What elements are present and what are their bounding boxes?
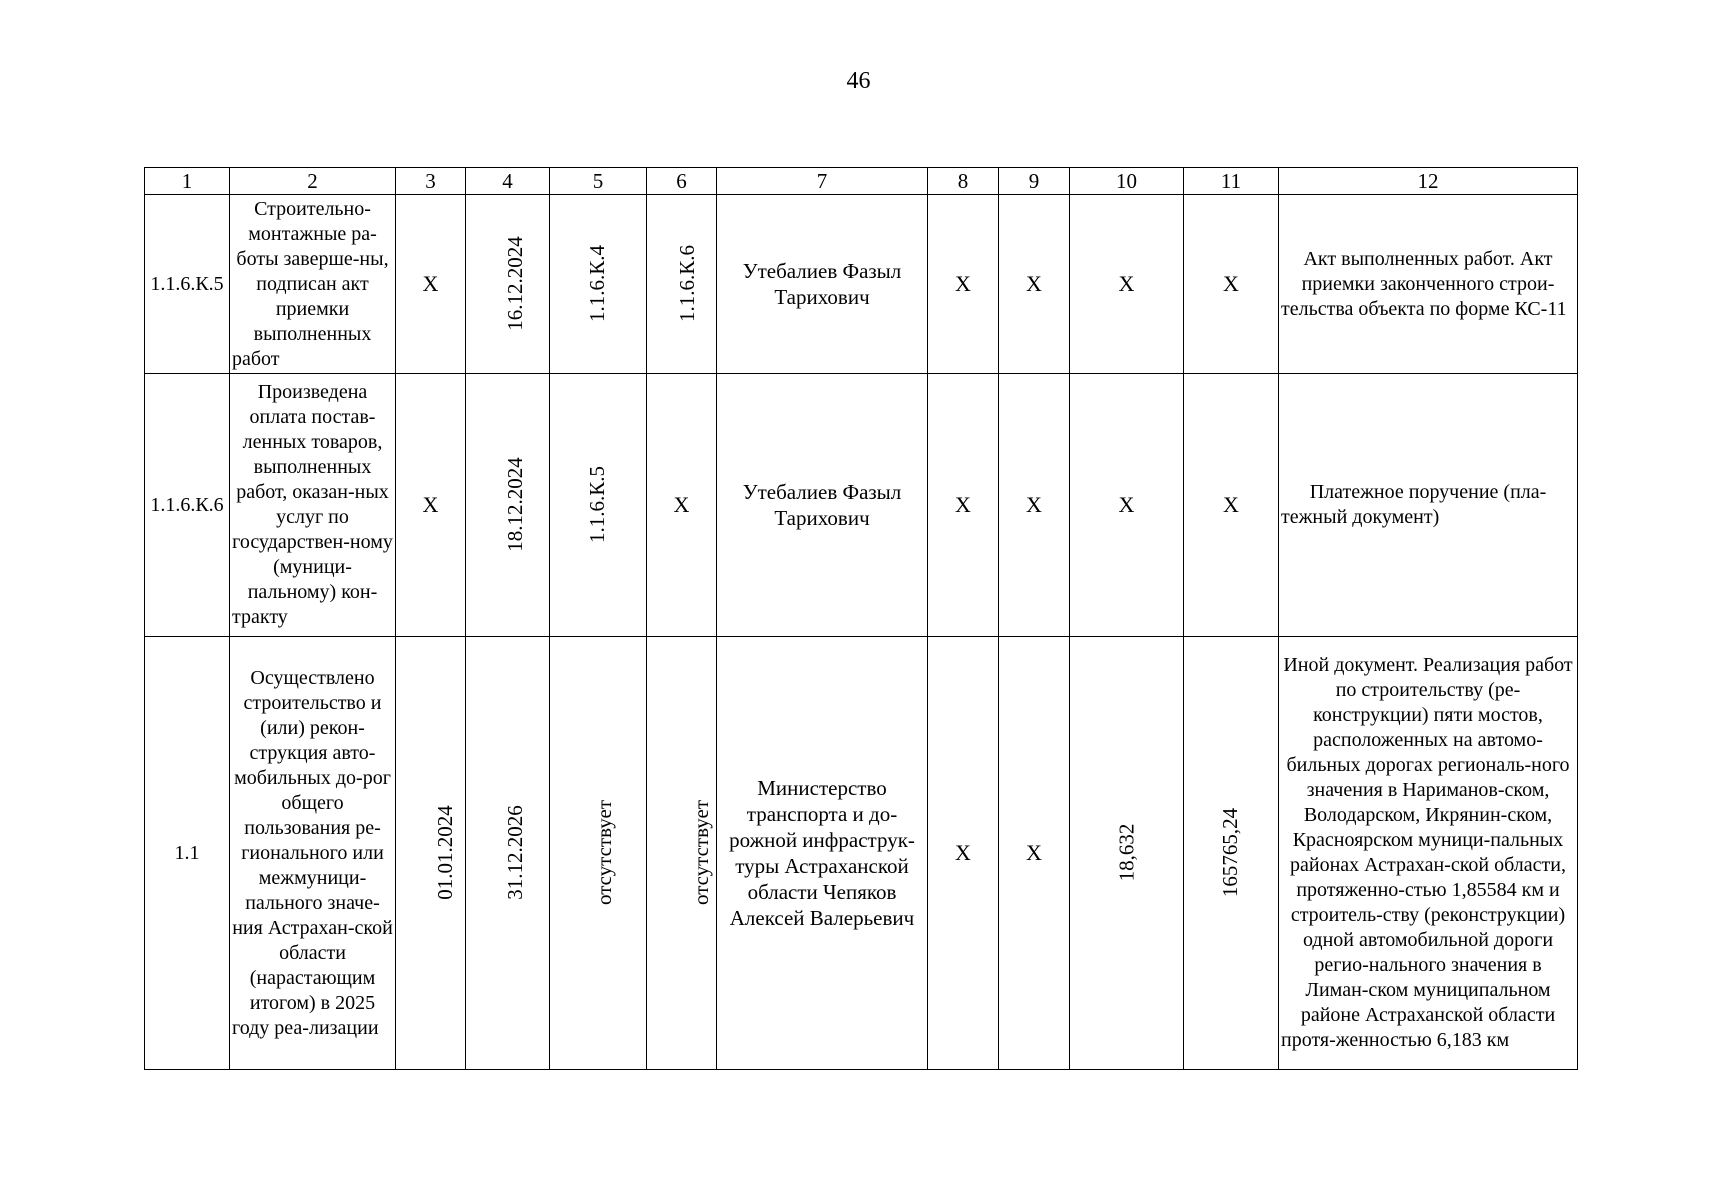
plan-table (144, 167, 1578, 1070)
successor: X (673, 491, 690, 517)
row-number: 1.1.6.К.6 (145, 374, 230, 637)
end-date-cell (466, 637, 550, 1070)
successor-cell (647, 637, 717, 1070)
predecessor-cell (550, 637, 647, 1070)
end-date: 16.12.2024 (502, 236, 527, 331)
predecessor: 1.1.6.К.5 (585, 465, 610, 544)
row-number: 1.1.6.К.5 (145, 195, 230, 374)
confirming-document: Платежное поручение (пла-тежный документ) (1279, 374, 1578, 637)
start-date-cell (396, 374, 466, 637)
column-header: 7 (717, 168, 928, 195)
column-header: 11 (1184, 168, 1279, 195)
start-date: X (422, 270, 439, 296)
table-row (145, 637, 1578, 1070)
col11-value: 165765,24 (1218, 807, 1243, 898)
column-header: 10 (1070, 168, 1184, 195)
start-date-cell (396, 637, 466, 1070)
column-header: 9 (999, 168, 1070, 195)
col8-value: X (955, 270, 971, 296)
start-date: X (422, 491, 439, 517)
table-row (145, 195, 1578, 374)
col8-value: X (955, 491, 971, 517)
col8-value: X (955, 839, 971, 865)
event-description: Произведена оплата постав-ленных товаров, выполненных работ, оказан-ных услуг по государствен-ному (муници-пальному) кон-тракту (230, 374, 396, 637)
column-header: 5 (550, 168, 647, 195)
event-description: Строительно-монтажные ра-боты заверше-ны, подписан акт приемки выполненных работ (230, 195, 396, 374)
col11-cell (1184, 374, 1279, 637)
col8-cell (928, 374, 999, 637)
column-header: 3 (396, 168, 466, 195)
col10-value: X (1118, 270, 1135, 296)
predecessor-cell (550, 374, 647, 637)
event-description: Осуществлено строительство и (или) рекон-струкция авто-мобильных до-рог общего пользования ре-гионального или межмуници-пального значе-ния Астрахан-ской области (нарастающим итогом) в 2025 году реа-лизации (230, 637, 396, 1070)
predecessor: 1.1.6.К.4 (585, 244, 610, 323)
start-date: 01.01.2024 (432, 805, 457, 900)
col9-cell (999, 374, 1070, 637)
successor-cell (647, 195, 717, 374)
column-header: 12 (1279, 168, 1578, 195)
end-date-cell (466, 195, 550, 374)
col9-value: X (1026, 270, 1042, 296)
col10-value: X (1118, 491, 1135, 517)
col11-cell (1184, 637, 1279, 1070)
column-header: 6 (647, 168, 717, 195)
successor-cell (647, 374, 717, 637)
col11-value: X (1223, 491, 1239, 517)
confirming-document: Иной документ. Реализация работ по строительству (ре-конструкции) пяти мостов, расположенных на автомо-бильных дорогах региональ-ного значения в Нариманов-ском, Володарском, Икрянин-ском, Красноярском муници-пальных районах Астрахан-ской области, протяженно-стью 1,85584 км и строитель-ству (реконструкции) одной автомобильной дороги регио-нального значения в Лиман-ском муниципальном районе Астраханской области протя-женностью 6,183 км (1279, 637, 1578, 1070)
end-date-cell (466, 374, 550, 637)
confirming-document: Акт выполненных работ. Акт приемки законченного строи-тельства объекта по форме КС-11 (1279, 195, 1578, 374)
end-date: 18.12.2024 (502, 457, 527, 552)
col10-cell (1070, 195, 1184, 374)
col11-cell (1184, 195, 1279, 374)
table-row (145, 374, 1578, 637)
col9-cell (999, 195, 1070, 374)
col9-value: X (1026, 491, 1042, 517)
column-header: 1 (145, 168, 230, 195)
column-header: 8 (928, 168, 999, 195)
col10-cell (1070, 637, 1184, 1070)
col11-value: X (1223, 270, 1239, 296)
col10-cell (1070, 374, 1184, 637)
successor: 1.1.6.К.6 (675, 244, 700, 323)
col10-value: 18,632 (1114, 823, 1138, 882)
end-date: 31.12.2026 (502, 805, 527, 900)
column-header: 2 (230, 168, 396, 195)
predecessor-cell (550, 195, 647, 374)
col9-cell (999, 637, 1070, 1070)
responsible-person: Министерство транспорта и до-рожной инфраструк-туры Астраханской области Чепяков Алексей Валерьевич (717, 637, 928, 1070)
page-number: 46 (846, 68, 871, 94)
successor: отсутствует (689, 799, 714, 906)
column-header: 4 (466, 168, 550, 195)
col8-cell (928, 195, 999, 374)
col8-cell (928, 637, 999, 1070)
responsible-person: Утебалиев Фазыл Тарихович (717, 195, 928, 374)
responsible-person: Утебалиев Фазыл Тарихович (717, 374, 928, 637)
start-date-cell (396, 195, 466, 374)
row-number: 1.1 (145, 637, 230, 1070)
col9-value: X (1026, 839, 1042, 865)
predecessor: отсутствует (592, 799, 617, 906)
header-row (145, 168, 1578, 195)
